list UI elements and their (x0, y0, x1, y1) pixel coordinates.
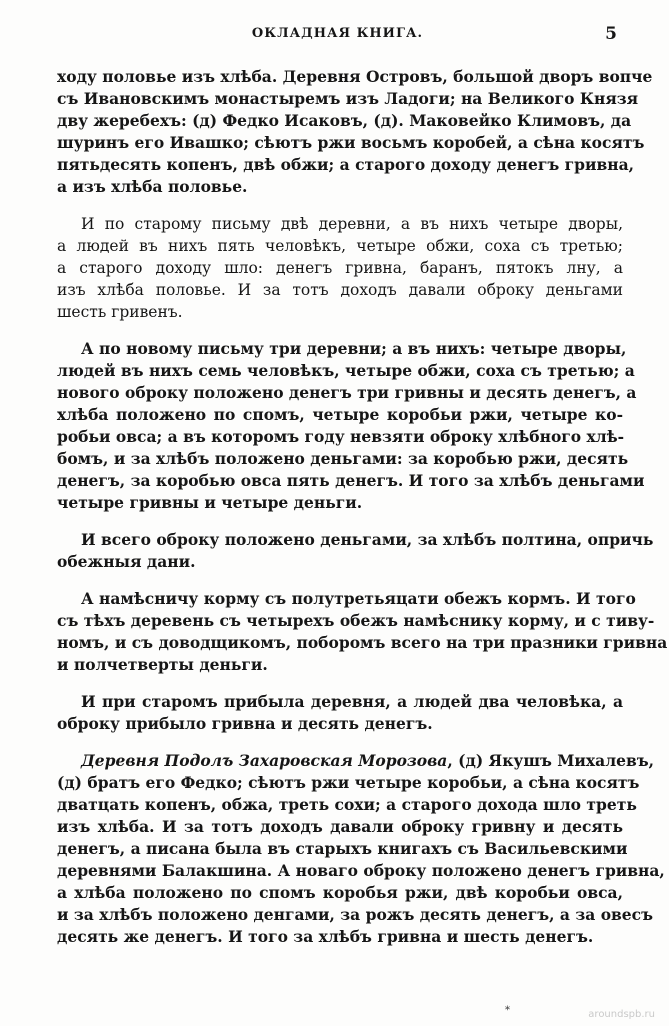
text-line: нового оброку положено денегъ три гривны и десять денегъ, а (57, 383, 637, 402)
text-line: дватцать копенъ, обжа, треть сохи; а старого дохода шло треть (57, 795, 637, 814)
paragraph (57, 213, 623, 323)
text-line: денегъ, а писана была въ старыхъ книгахъ съ Васильевскими (57, 839, 628, 858)
page-number: 5 (605, 24, 617, 44)
text-line: А по новому письму три деревни; а въ нихъ: четыре дворы, (81, 339, 627, 358)
text-line: десять же денегъ. И того за хлѣбъ гривна и шесть денегъ. (57, 927, 594, 946)
italic-heading: Деревня Подолъ Захаровская Морозова (81, 751, 448, 770)
text-line: а хлѣба положено по спомъ коробья ржи, двѣ коробьи овса, (57, 883, 623, 902)
text-line (57, 750, 655, 772)
text-line: съ тѣхъ деревень съ четырехъ обежъ намѣснику корму, и с тиву- (57, 611, 655, 630)
body-text (57, 66, 668, 963)
text-line: и полчетверты деньги. (57, 655, 268, 674)
text-line: пятьдесять копенъ, двѣ обжи; а старого доходу денегъ гривна, (57, 155, 635, 174)
paragraph (57, 338, 645, 514)
text-line: деревнями Балакшина. А новаго оброку положено денегъ гривна, (57, 861, 665, 880)
text-line: изъ хлѣба. И за тотъ доходъ давали оброку гривну и десять (57, 817, 623, 836)
paragraph (57, 750, 665, 948)
paragraph (57, 529, 654, 573)
paragraph (57, 588, 668, 676)
text-line: хлѣба положено по спомъ, четыре коробьи ржи, четыре ко- (57, 405, 623, 424)
text-line: оброку прибыло гривна и десять денегъ. (57, 714, 433, 733)
text-line: А намѣсничу корму съ полутретьяцати обежъ кормъ. И того (81, 589, 636, 608)
text-line: робьи овса; а въ которомъ году невзяти оброку хлѣбного хлѣ- (57, 427, 625, 446)
text-line: и за хлѣбъ положено денгами, за рожъ десять денегъ, а за овесъ (57, 905, 653, 924)
paragraph (57, 691, 623, 735)
text-line: изъ хлѣба половье. И за тотъ доходъ давали оброку деньгами (57, 281, 623, 299)
text-line: ходу половье изъ хлѣба. Деревня Островъ, большой дворъ вопче (57, 67, 653, 86)
text-line: денегъ, за коробью овса пять денегъ. И того за хлѣбъ деньгами (57, 471, 645, 490)
text-line: а старого доходу шло: денегъ гривна, баранъ, пятокъ лну, а (57, 259, 623, 277)
text-line: съ Ивановскимъ монастыремъ изъ Ладоги; на Великого Князя (57, 89, 639, 108)
running-head (58, 26, 617, 46)
text-line: бомъ, и за хлѣбъ положено деньгами: за коробью ржи, десять (57, 449, 629, 468)
text-line: (д) братъ его Федко; сѣютъ ржи четыре коробьи, а сѣна косятъ (57, 773, 640, 792)
text-line: дву жеребехъ: (д) Федко Исаковъ, (д). Маковейко Климовъ, да (57, 111, 632, 130)
text-line: шесть гривенъ. (57, 303, 183, 321)
text-line: обежныя дани. (57, 552, 196, 571)
line-text: , (д) Якушъ Михалевъ, (447, 751, 655, 770)
text-line: а изъ хлѣба половье. (57, 177, 248, 196)
text-line: четыре гривны и четыре деньги. (57, 493, 363, 512)
text-line: шуринъ его Ивашко; сѣютъ ржи восьмъ коробей, а сѣна косятъ (57, 133, 645, 152)
running-title: ОКЛАДНАЯ КНИГА. (251, 26, 424, 41)
text-line: И по старому письму двѣ деревни, а въ нихъ четыре дворы, (81, 215, 623, 233)
text-line: людей въ нихъ семь человѣкъ, четыре обжи, соха съ третью; а (57, 361, 635, 380)
text-line: И при старомъ прибыла деревня, а людей два человѣка, а (81, 692, 623, 711)
text-line: И всего оброку положено деньгами, за хлѣбъ полтина, опричь (81, 530, 654, 549)
text-line: номъ, и съ доводщикомъ, поборомъ всего на три празники гривна (57, 633, 668, 652)
text-line: а людей въ нихъ пять человѣкъ, четыре обжи, соха съ третью; (57, 237, 623, 255)
signature-mark: * (505, 1005, 510, 1016)
paragraph (57, 66, 653, 198)
watermark: aroundspb.ru (588, 1009, 655, 1020)
